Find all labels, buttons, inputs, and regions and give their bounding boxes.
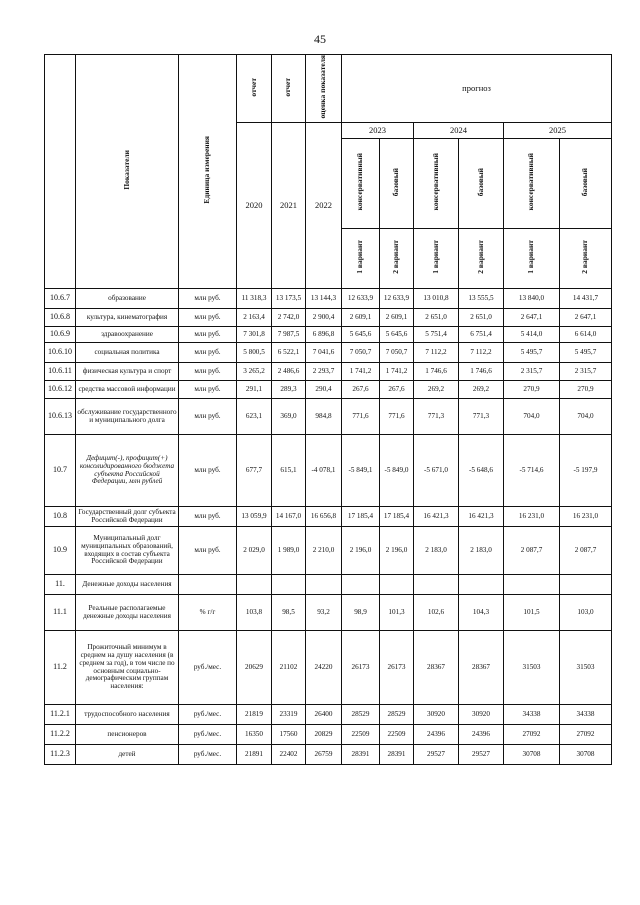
row-value [504,575,560,595]
row-value: 24396 [459,725,504,745]
row-value: 369,0 [272,399,306,435]
page-number: 45 [314,32,326,46]
row-value: 270,9 [504,381,560,399]
row-unit: руб./мес. [179,631,237,705]
row-value: 2 609,1 [342,309,380,327]
table-row [45,343,612,363]
row-code: 10.7 [45,435,76,507]
row-value: 1 989,0 [272,527,306,575]
row-value: 14 431,7 [560,289,612,309]
row-value [272,575,306,595]
row-value: 6 896,8 [306,327,342,343]
row-value: 28391 [342,745,380,765]
row-value: 2 163,4 [237,309,272,327]
row-value: 13 173,5 [272,289,306,309]
row-value: -5 648,6 [459,435,504,507]
row-value: 1 746,6 [459,363,504,381]
row-value: 31503 [560,631,612,705]
table-row [45,435,612,507]
row-unit: млн руб. [179,289,237,309]
header-report-2021: отчет [272,55,306,123]
row-value: 1 741,2 [380,363,414,381]
row-value: 771,6 [380,399,414,435]
table-body [45,289,612,765]
row-unit: млн руб. [179,399,237,435]
header-year-2021: 2021 [272,123,306,289]
row-unit: млн руб. [179,363,237,381]
row-unit: руб./мес. [179,745,237,765]
row-code: 10.8 [45,507,76,527]
row-code: 10.6.8 [45,309,76,327]
row-indicator: образование [76,289,179,309]
row-value: 6 522,1 [272,343,306,363]
row-value: 984,8 [306,399,342,435]
row-value: 1 746,6 [414,363,459,381]
row-unit: руб./мес. [179,725,237,745]
row-unit: руб./мес. [179,705,237,725]
row-value: 28367 [414,631,459,705]
row-code: 11.2.3 [45,745,76,765]
row-value: 24396 [414,725,459,745]
row-value: 28529 [342,705,380,725]
row-value: 24220 [306,631,342,705]
row-value: 1 741,2 [342,363,380,381]
row-value: 5 751,4 [414,327,459,343]
row-value: 2 651,0 [459,309,504,327]
row-unit: млн руб. [179,343,237,363]
header-year-2022: 2022 [306,123,342,289]
row-value: 5 495,7 [560,343,612,363]
row-value: 104,3 [459,595,504,631]
row-value: 30708 [560,745,612,765]
row-value: 7 041,6 [306,343,342,363]
header-2023-variant1: 1 вариант [342,229,380,289]
row-value: 16 656,8 [306,507,342,527]
row-code: 11. [45,575,76,595]
row-value: 20629 [237,631,272,705]
row-value: -5 849,1 [342,435,380,507]
row-code: 10.6.9 [45,327,76,343]
row-code: 10.6.13 [45,399,76,435]
row-value: 13 840,0 [504,289,560,309]
row-value: 5 645,6 [342,327,380,343]
row-value: 2 183,0 [414,527,459,575]
row-value: 2 087,7 [560,527,612,575]
row-value: 29527 [459,745,504,765]
row-value: 103,0 [560,595,612,631]
row-value: 2 196,0 [342,527,380,575]
row-value: 7 112,2 [459,343,504,363]
row-value: 7 112,2 [414,343,459,363]
row-indicator: трудоспособного населения [76,705,179,725]
row-value: 103,8 [237,595,272,631]
table-row [45,725,612,745]
row-unit: млн руб. [179,435,237,507]
row-value: 2 196,0 [380,527,414,575]
row-value: 12 633,9 [380,289,414,309]
header-code-cell [45,55,76,289]
row-value [306,575,342,595]
row-value: -5 849,0 [380,435,414,507]
header-2024-base: базовый [459,139,504,229]
header-2023-variant2: 2 вариант [380,229,414,289]
row-indicator: Муниципальный долг муниципальных образований, входящих в состав субъекта Российской Федерации [76,527,179,575]
row-value: 2 315,7 [504,363,560,381]
row-value: 27092 [560,725,612,745]
row-value: 17 185,4 [380,507,414,527]
row-value: 34338 [504,705,560,725]
row-value: 17 185,4 [342,507,380,527]
row-indicator: Прожиточный минимум в среднем на душу населения (в среднем за год), в том числе по основным социально-демографическим группам населения: [76,631,179,705]
table-row [45,363,612,381]
row-code: 11.2 [45,631,76,705]
row-value: 290,4 [306,381,342,399]
row-indicator: обслуживание государственного и муниципального долга [76,399,179,435]
row-value: 26759 [306,745,342,765]
row-indicator: Денежные доходы населения [76,575,179,595]
table-row [45,705,612,725]
row-value: -4 078,1 [306,435,342,507]
header-2025-conservative: консервативный [504,139,560,229]
row-value: 2 486,6 [272,363,306,381]
header-2024-variant1: 1 вариант [414,229,459,289]
row-value [342,575,380,595]
row-value: 30708 [504,745,560,765]
row-value: 2 609,1 [380,309,414,327]
row-value: 13 555,5 [459,289,504,309]
row-value: 291,1 [237,381,272,399]
header-2023-base: базовый [380,139,414,229]
row-value: 20829 [306,725,342,745]
row-value: 13 010,8 [414,289,459,309]
row-code: 11.2.1 [45,705,76,725]
row-unit: млн руб. [179,507,237,527]
row-value: 2 900,4 [306,309,342,327]
row-value: 11 318,3 [237,289,272,309]
row-indicator: Государственный долг субъекта Российской Федерации [76,507,179,527]
header-year-2024: 2024 [414,123,504,139]
row-value: 13 059,9 [237,507,272,527]
row-value: 22402 [272,745,306,765]
row-indicator: детей [76,745,179,765]
row-value: 2 210,0 [306,527,342,575]
row-value: 2 029,0 [237,527,272,575]
row-value: 5 495,7 [504,343,560,363]
header-unit: Единица измерения [179,55,237,289]
row-value: 2 647,1 [504,309,560,327]
row-value: 26400 [306,705,342,725]
table-row [45,595,612,631]
header-2025-variant1: 1 вариант [504,229,560,289]
row-value: 101,3 [380,595,414,631]
row-unit [179,575,237,595]
row-value: 16 231,0 [560,507,612,527]
row-indicator: Дефицит(-), профицит(+) консолидированного бюджета субъекта Российской Федерации, млн рублей [76,435,179,507]
row-code: 10.6.11 [45,363,76,381]
row-value: 704,0 [560,399,612,435]
row-value: 6 751,4 [459,327,504,343]
row-code: 10.9 [45,527,76,575]
header-forecast: прогноз [342,55,612,123]
row-value: 5 645,6 [380,327,414,343]
row-value: 21102 [272,631,306,705]
row-value: 16 421,3 [459,507,504,527]
row-value: 98,9 [342,595,380,631]
row-value: 21891 [237,745,272,765]
header-year-2023: 2023 [342,123,414,139]
header-report-2020: отчет [237,55,272,123]
row-value: 98,5 [272,595,306,631]
row-value [380,575,414,595]
row-unit: млн руб. [179,381,237,399]
row-code: 10.6.12 [45,381,76,399]
row-value: 615,1 [272,435,306,507]
row-value [560,575,612,595]
row-indicator: Реальные располагаемые денежные доходы населения [76,595,179,631]
header-2025-base: базовый [560,139,612,229]
row-unit: млн руб. [179,327,237,343]
row-indicator: физическая культура и спорт [76,363,179,381]
row-value: 101,5 [504,595,560,631]
row-value: 2 651,0 [414,309,459,327]
row-value: 771,3 [459,399,504,435]
row-value: 5 414,0 [504,327,560,343]
row-value: 267,6 [342,381,380,399]
row-value: 704,0 [504,399,560,435]
row-code: 11.1 [45,595,76,631]
row-indicator: средства массовой информации [76,381,179,399]
forecast-table [44,54,612,765]
header-2024-conservative: консервативный [414,139,459,229]
table-row [45,745,612,765]
row-value: 771,6 [342,399,380,435]
row-value: 93,2 [306,595,342,631]
table-row [45,527,612,575]
row-value: 269,2 [414,381,459,399]
row-value: 22509 [342,725,380,745]
row-value: 2 293,7 [306,363,342,381]
table-row [45,575,612,595]
row-value: 29527 [414,745,459,765]
row-value: 28391 [380,745,414,765]
row-value: 26173 [380,631,414,705]
row-value: 30920 [414,705,459,725]
row-value: 31503 [504,631,560,705]
row-indicator: культура, кинематография [76,309,179,327]
row-value: 2 647,1 [560,309,612,327]
header-2025-variant2: 2 вариант [560,229,612,289]
header-2023-conservative: консервативный [342,139,380,229]
table-row [45,399,612,435]
table-row [45,309,612,327]
row-value: 13 144,3 [306,289,342,309]
table-row [45,507,612,527]
row-value: -5 714,6 [504,435,560,507]
row-value: 34338 [560,705,612,725]
table-row [45,631,612,705]
row-value [459,575,504,595]
table-row [45,381,612,399]
row-indicator: социальная политика [76,343,179,363]
row-value: 16 231,0 [504,507,560,527]
row-value: 270,9 [560,381,612,399]
row-unit: млн руб. [179,309,237,327]
row-value: 269,2 [459,381,504,399]
row-value: 6 614,0 [560,327,612,343]
header-2024-variant2: 2 вариант [459,229,504,289]
row-value [237,575,272,595]
row-value: 23319 [272,705,306,725]
row-value: 2 742,0 [272,309,306,327]
row-value: 267,6 [380,381,414,399]
header-year-2025: 2025 [504,123,612,139]
row-value: 7 987,5 [272,327,306,343]
row-value: 623,1 [237,399,272,435]
row-value: 677,7 [237,435,272,507]
row-unit: млн руб. [179,527,237,575]
row-value: 22509 [380,725,414,745]
row-value: 27092 [504,725,560,745]
row-value: -5 197,9 [560,435,612,507]
header-year-2020: 2020 [237,123,272,289]
row-value [414,575,459,595]
table-row [45,327,612,343]
row-value: 30920 [459,705,504,725]
row-value: 5 800,5 [237,343,272,363]
row-value: 2 315,7 [560,363,612,381]
table-row [45,289,612,309]
row-value: 16 421,3 [414,507,459,527]
row-code: 10.6.7 [45,289,76,309]
row-value: -5 671,0 [414,435,459,507]
row-code: 11.2.2 [45,725,76,745]
row-value: 28367 [459,631,504,705]
row-value: 28529 [380,705,414,725]
row-value: 26173 [342,631,380,705]
header-estimate-2022: оценка показателя [306,55,342,123]
row-value: 2 087,7 [504,527,560,575]
row-value: 7 050,7 [380,343,414,363]
row-value: 7 050,7 [342,343,380,363]
row-value: 12 633,9 [342,289,380,309]
row-value: 771,3 [414,399,459,435]
table-header [45,55,612,289]
row-value: 21819 [237,705,272,725]
row-value: 17560 [272,725,306,745]
row-value: 102,6 [414,595,459,631]
row-value: 2 183,0 [459,527,504,575]
row-value: 289,3 [272,381,306,399]
row-indicator: пенсионеров [76,725,179,745]
row-indicator: здравоохранение [76,327,179,343]
header-indicator: Показатели [76,55,179,289]
row-value: 7 301,8 [237,327,272,343]
row-value: 14 167,0 [272,507,306,527]
row-unit: % г/г [179,595,237,631]
row-code: 10.6.10 [45,343,76,363]
row-value: 16350 [237,725,272,745]
row-value: 3 265,2 [237,363,272,381]
